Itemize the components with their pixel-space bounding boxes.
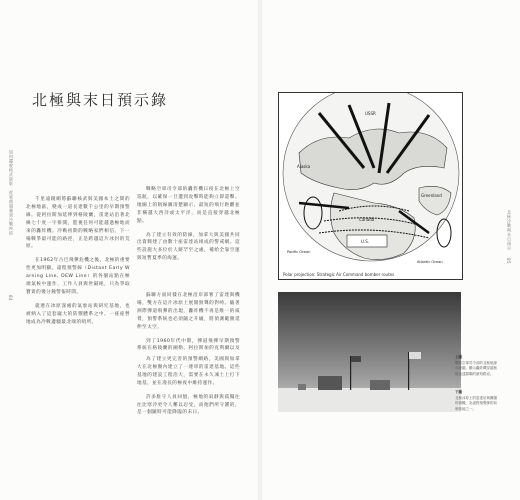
body-column-d [137, 356, 240, 426]
paragraph: 許多駐守人員回憶，極地的寂靜與孤獨往往比寒冷更令人難以忍受，而他們所守護的，是一個隨時可能降臨的末日。 [137, 394, 240, 416]
flag [409, 352, 421, 359]
paragraph: 千里遠鏡網將蘇聯核武與美國本土之間的北極地區，變成一道長達數千公里的早期預警線。從阿拉斯加延伸到格陵蘭，雷達站沿著北緯七十度一字排開，監視任何可能越過極地而來的轟炸機。冷戰初期的戰略家們相信，下一場戰爭最可能的路徑，正是跨越這片冰封的荒原。 [26, 197, 130, 250]
flag [351, 356, 361, 362]
caption-label: 下圖 [455, 390, 462, 394]
paragraph: 為了建立更完善的預警網路，美國與加拿大在北極圈內建立了一連串的雷達基地。這些基地的建設工程浩大，需要在永久凍土上打下地基，並在漫長的極夜中維持運作。 [137, 357, 240, 386]
station-hut [370, 380, 390, 390]
caption-bottom [455, 390, 500, 412]
map-label-atlantic: Atlantic Ocean [417, 260, 443, 264]
map-label-pacific: Pacific Ocean [287, 250, 311, 254]
body-column-a [26, 196, 130, 431]
patrol-orbit [437, 219, 451, 247]
paragraph: 就連在冰原深處的氣象站與研究基地，也被納入了這套龐大的防禦體系之中，一座座營地成為冷戰邊疆最北端的哨所。 [26, 303, 130, 325]
paragraph: 蘇聯方面同樣在北極沿岸部署了雷達與機場，雙方在這片冰原上展開無聲的對峙。隨著洲際彈道飛彈的出現，轟炸機不再是唯一的威脅，預警系統也必須隨之升級，將偵測範圍延伸至太空。 [137, 293, 240, 330]
right-folio: 85 [506, 258, 511, 265]
paragraph: 到了1960年代中期，彈道飛彈早期預警系統在格陵蘭的圖勒、阿拉斯加的克利爾以及 [137, 338, 240, 352]
paragraph: 在1962年古巴飛彈危機之後，北極的重要性更加明顯。遠程預警線（Distant Early Warning Line, DEW Line）的各個站點在極端氣候中運作，工作人員與世隔絕，只為爭取寶貴的幾分鐘警報時間。 [26, 258, 130, 295]
right-running-head: 北極冷戰與末日預示 [507, 210, 512, 251]
chapter-title: 北極與末日預示錄 [32, 91, 169, 109]
polar-route-map [278, 92, 463, 280]
caption-label: 上圖 [455, 355, 462, 359]
paragraph: 戰略空軍司令部的轟炸機日夜在北極上空巡航，以確保一旦遭到攻擊時能夠立即還擊。地圖上的航線圖清楚顯示，最短的飛行距離並非橫越大西洋或太平洋，而是直接穿越北極點。 [137, 187, 240, 224]
map-drawing [279, 93, 462, 279]
map-label-ussr: USSR [365, 111, 376, 116]
map-label-us: U.S. [361, 239, 370, 244]
book-gutter [258, 0, 262, 500]
caption-top [455, 355, 500, 377]
caption-text: 戰略空軍司令部的北極航線示意圖，顯示轟炸機穿越極地直達蘇聯的最短路徑。 [455, 361, 497, 376]
station-hut [318, 376, 342, 390]
photo-drawing [278, 292, 461, 412]
map-label-greenland: Greenland [421, 193, 442, 198]
paragraph: 為了建立有效的防線，加拿大與美國共同出資興建了由數十座雷達站組成的警戒網。這些設施大多位於人跡罕至之處，補給全靠空運與短暫夏季的海運。 [137, 232, 240, 262]
left-running-head: 如何擺脫核武陰影：從軍備競賽到冷戰終結 [9, 150, 14, 236]
caption-text: 北極冰原上的雷達站與飄揚的旗幟，為遠程預警線的前哨基地之一。 [455, 396, 497, 411]
map-label-canada: Canada [359, 217, 375, 222]
arctic-station-photo [278, 292, 461, 412]
left-folio: 84 [8, 295, 13, 302]
map-caption-text: Polar projection: Strategic Air Command bomber routes [283, 272, 395, 277]
body-column-c [137, 292, 240, 352]
map-label-alaska: Alaska [297, 164, 311, 169]
